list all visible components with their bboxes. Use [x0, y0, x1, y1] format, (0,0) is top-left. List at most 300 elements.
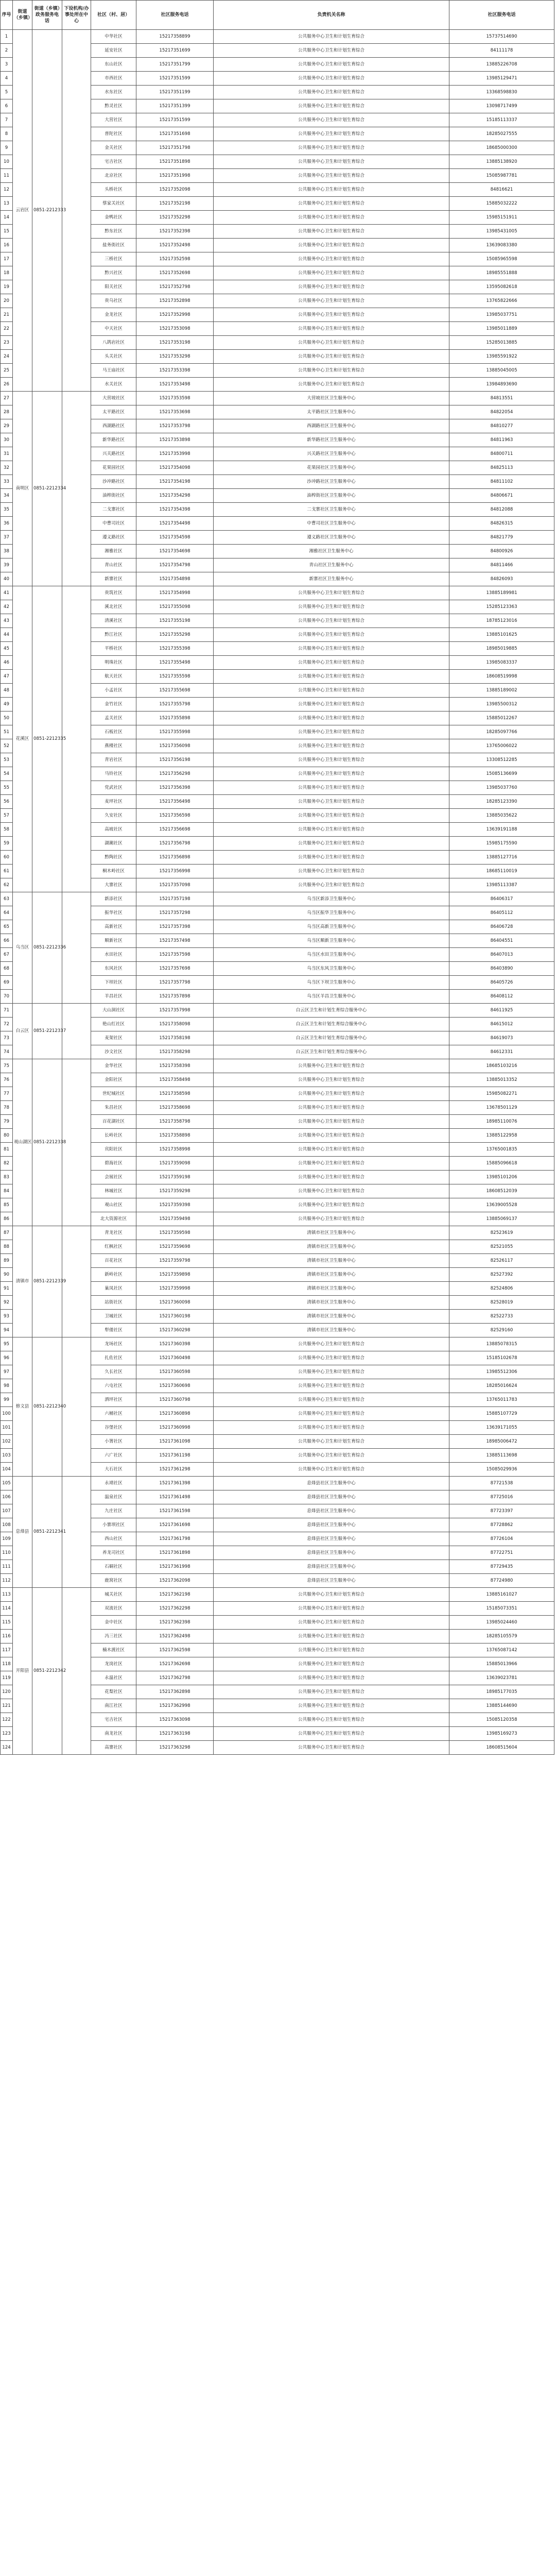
district-phone: 0851-2212334: [32, 392, 62, 586]
agency-name: 公共服务中心卫生和计划生育综合: [214, 266, 449, 280]
agency-name: 清镇市社区卫生服务中心: [214, 1282, 449, 1296]
community-name: 碧海社区: [91, 1157, 136, 1171]
agency-name: 公共服务中心卫生和计划生育综合: [214, 614, 449, 628]
service-phone: 15085136699: [449, 767, 554, 781]
community-name: 久长社区: [91, 1365, 136, 1379]
community-name: 太平路社区: [91, 405, 136, 419]
row-index: 77: [1, 1087, 13, 1101]
service-phone: 13885035622: [449, 809, 554, 823]
community-name: 中天社区: [91, 322, 136, 336]
community-name: 洒坪社区: [91, 1393, 136, 1407]
service-phone: 13368598830: [449, 86, 554, 99]
community-phone: 15217354098: [136, 461, 214, 475]
agency-name: 公共服务中心卫生和计划生育综合: [214, 823, 449, 837]
community-name: 兴关路社区: [91, 447, 136, 461]
row-index: 85: [1, 1198, 13, 1212]
community-phone: 15217360598: [136, 1365, 214, 1379]
agency-name: 公共服务中心卫生和计划生育综合: [214, 628, 449, 642]
service-phone: 86406317: [449, 892, 554, 906]
table-row: [1, 1477, 554, 1490]
table-row: [1, 30, 554, 44]
community-phone: 15217355198: [136, 614, 214, 628]
community-name: 九庄社区: [91, 1504, 136, 1518]
community-phone: 15217356498: [136, 795, 214, 809]
table-row: [1, 1337, 554, 1351]
community-name: 羊昌社区: [91, 990, 136, 1004]
community-phone: 15217353198: [136, 336, 214, 350]
service-phone: 86404551: [449, 934, 554, 948]
community-name: 艳山红社区: [91, 1018, 136, 1031]
community-phone: 15217351599: [136, 113, 214, 127]
district-name: 白云区: [13, 1004, 32, 1059]
community-phone: 15217356698: [136, 823, 214, 837]
district-name: 花溪区: [13, 586, 32, 892]
row-index: 114: [1, 1602, 13, 1616]
community-name: 巢凤社区: [91, 1282, 136, 1296]
community-phone: 15217361298: [136, 1463, 214, 1477]
service-phone: 18685103216: [449, 1059, 554, 1073]
service-phone: 87721538: [449, 1477, 554, 1490]
agency-name: 公共服务中心卫生和计划生育综合: [214, 1393, 449, 1407]
service-phone: 13985169273: [449, 1727, 554, 1741]
agency-name: 新寨社区卫生服务中心: [214, 572, 449, 586]
agency-name: 乌当区东风卫生服务中心: [214, 962, 449, 976]
row-index: 119: [1, 1671, 13, 1685]
community-name: 阳关社区: [91, 280, 136, 294]
service-phone: 15885012267: [449, 711, 554, 725]
row-index: 30: [1, 433, 13, 447]
row-index: 60: [1, 851, 13, 865]
service-phone: 15985151911: [449, 211, 554, 225]
row-index: 29: [1, 419, 13, 433]
agency-name: 公共服务中心卫生和计划生育综合: [214, 1421, 449, 1435]
agency-name: 公共服务中心卫生和计划生育综合: [214, 72, 449, 86]
service-phone: 84800711: [449, 447, 554, 461]
community-phone: 15217362698: [136, 1657, 214, 1671]
community-name: 东风社区: [91, 962, 136, 976]
community-name: 明珠社区: [91, 656, 136, 670]
agency-name: 公共服务中心卫生和计划生育综合: [214, 1365, 449, 1379]
community-phone: 15217355898: [136, 711, 214, 725]
community-phone: 15217362298: [136, 1602, 214, 1616]
community-name: 六桶社区: [91, 1407, 136, 1421]
service-phone: 82524806: [449, 1282, 554, 1296]
community-name: 高坡社区: [91, 823, 136, 837]
subcenter-cell: [62, 1004, 91, 1059]
district-name: 观山湖区: [13, 1059, 32, 1226]
row-index: 19: [1, 280, 13, 294]
agency-name: 青山社区卫生服务中心: [214, 558, 449, 572]
service-phone: 84611925: [449, 1004, 554, 1018]
service-phone: 18685110019: [449, 865, 554, 878]
agency-name: 公共服务中心卫生和计划生育综合: [214, 753, 449, 767]
community-phone: 15217353698: [136, 405, 214, 419]
agency-name: 新华路社区卫生服务中心: [214, 433, 449, 447]
community-name: 振华社区: [91, 906, 136, 920]
agency-name: 公共服务中心卫生和计划生育综合: [214, 1602, 449, 1616]
community-phone: 15217354698: [136, 545, 214, 558]
agency-name: 公共服务中心卫生和计划生育综合: [214, 1616, 449, 1630]
row-index: 28: [1, 405, 13, 419]
agency-name: 乌当区振华卫生服务中心: [214, 906, 449, 920]
subcenter-cell: [62, 392, 91, 586]
agency-name: 公共服务中心卫生和计划生育综合: [214, 1630, 449, 1643]
service-phone: 87725016: [449, 1490, 554, 1504]
agency-name: 公共服务中心卫生和计划生育综合: [214, 30, 449, 44]
service-phone: 18608512039: [449, 1184, 554, 1198]
community-phone: 15217351199: [136, 86, 214, 99]
service-phone: 84812088: [449, 503, 554, 517]
community-name: 普陀社区: [91, 127, 136, 141]
community-phone: 15217359498: [136, 1212, 214, 1226]
header-service-phone: 社区服务电话: [449, 1, 554, 30]
service-phone: 84800926: [449, 545, 554, 558]
row-index: 17: [1, 252, 13, 266]
agency-name: 公共服务中心卫生和计划生育综合: [214, 350, 449, 364]
community-name: 马铃社区: [91, 767, 136, 781]
community-name: 水田社区: [91, 948, 136, 962]
row-index: 70: [1, 990, 13, 1004]
agency-name: 公共服务中心卫生和计划生育综合: [214, 1157, 449, 1171]
community-name: 清溪社区: [91, 614, 136, 628]
row-index: 103: [1, 1449, 13, 1463]
row-index: 112: [1, 1574, 13, 1588]
header-community: 社区（村、居）: [91, 1, 136, 30]
community-phone: 15217354198: [136, 475, 214, 489]
service-phone: 13885045005: [449, 364, 554, 378]
agency-name: 乌当区水田卫生服务中心: [214, 948, 449, 962]
service-phone: 13765087142: [449, 1643, 554, 1657]
community-name: 大营社区: [91, 113, 136, 127]
row-index: 54: [1, 767, 13, 781]
service-phone: 84813551: [449, 392, 554, 405]
community-phone: 15217362498: [136, 1630, 214, 1643]
community-phone: 15217361598: [136, 1504, 214, 1518]
row-index: 63: [1, 892, 13, 906]
row-index: 36: [1, 517, 13, 531]
community-phone: 15217359598: [136, 1226, 214, 1240]
agency-name: 清镇市社区卫生服务中心: [214, 1310, 449, 1324]
agency-name: 公共服务中心卫生和计划生育综合: [214, 698, 449, 711]
agency-name: 公共服务中心卫生和计划生育综合: [214, 113, 449, 127]
row-index: 80: [1, 1129, 13, 1143]
agency-name: 公共服务中心卫生和计划生育综合: [214, 1643, 449, 1657]
agency-name: 公共服务中心卫生和计划生育综合: [214, 1059, 449, 1073]
row-index: 37: [1, 531, 13, 545]
service-phone: 15885013966: [449, 1657, 554, 1671]
agency-name: 公共服务中心卫生和计划生育综合: [214, 239, 449, 252]
row-index: 39: [1, 558, 13, 572]
agency-name: 公共服务中心卫生和计划生育综合: [214, 1741, 449, 1755]
service-phone: 18985551888: [449, 266, 554, 280]
service-phone: 18985110076: [449, 1115, 554, 1129]
service-phone: 15285013885: [449, 336, 554, 350]
community-name: 溪北社区: [91, 600, 136, 614]
community-name: 西山社区: [91, 1532, 136, 1546]
agency-name: 遵义路社区卫生服务中心: [214, 531, 449, 545]
agency-name: 公共服务中心卫生和计划生育综合: [214, 155, 449, 169]
community-phone: 15217361898: [136, 1546, 214, 1560]
agency-name: 公共服务中心卫生和计划生育综合: [214, 1101, 449, 1115]
row-index: 96: [1, 1351, 13, 1365]
row-index: 27: [1, 392, 13, 405]
service-phone: 18285027555: [449, 127, 554, 141]
service-phone: 87724980: [449, 1574, 554, 1588]
community-phone: 15217357598: [136, 948, 214, 962]
community-name: 盐务街社区: [91, 239, 136, 252]
row-index: 62: [1, 878, 13, 892]
service-phone: 13985083337: [449, 656, 554, 670]
subcenter-cell: [62, 1337, 91, 1477]
row-index: 86: [1, 1212, 13, 1226]
community-name: 鹿窝社区: [91, 1574, 136, 1588]
agency-name: 公共服务中心卫生和计划生育综合: [214, 1129, 449, 1143]
community-name: 顺新社区: [91, 934, 136, 948]
agency-name: 公共服务中心卫生和计划生育综合: [214, 1115, 449, 1129]
row-index: 43: [1, 614, 13, 628]
agency-name: 公共服务中心卫生和计划生育综合: [214, 1657, 449, 1671]
community-name: 青岩社区: [91, 753, 136, 767]
community-phone: 15217355698: [136, 684, 214, 698]
community-phone: 15217356598: [136, 809, 214, 823]
agency-name: 公共服务中心卫生和计划生育综合: [214, 684, 449, 698]
community-name: 蔡家关社区: [91, 197, 136, 211]
community-phone: 15217360298: [136, 1324, 214, 1337]
service-phone: 13985512306: [449, 1365, 554, 1379]
community-phone: 15217357098: [136, 878, 214, 892]
community-phone: 15217355998: [136, 725, 214, 739]
community-phone: 15217353298: [136, 350, 214, 364]
service-phone: 13765822666: [449, 294, 554, 308]
community-name: 金竹社区: [91, 698, 136, 711]
community-phone: 15217352898: [136, 294, 214, 308]
service-phone: 15085987781: [449, 169, 554, 183]
row-index: 46: [1, 656, 13, 670]
community-name: 温泉社区: [91, 1490, 136, 1504]
district-name: 乌当区: [13, 892, 32, 1004]
row-index: 74: [1, 1045, 13, 1059]
community-name: 大营坡社区: [91, 392, 136, 405]
community-phone: 15217357898: [136, 990, 214, 1004]
community-phone: 15217356398: [136, 781, 214, 795]
agency-name: 白云区卫生和计划生育综合服务中心: [214, 1004, 449, 1018]
community-phone: 15217359198: [136, 1171, 214, 1184]
row-index: 13: [1, 197, 13, 211]
community-name: 冯三社区: [91, 1630, 136, 1643]
agency-name: 沙冲路社区卫生服务中心: [214, 475, 449, 489]
service-phone: 13984893690: [449, 378, 554, 392]
row-index: 122: [1, 1713, 13, 1727]
header-agency: 负责机关名称: [214, 1, 449, 30]
community-name: 湘雅社区: [91, 545, 136, 558]
community-name: 宾阳社区: [91, 1143, 136, 1157]
agency-name: 公共服务中心卫生和计划生育综合: [214, 1337, 449, 1351]
row-index: 108: [1, 1518, 13, 1532]
community-phone: 15217356898: [136, 851, 214, 865]
service-phone: 82529160: [449, 1324, 554, 1337]
district-name: 息烽县: [13, 1477, 32, 1588]
row-index: 79: [1, 1115, 13, 1129]
service-phone: 84825113: [449, 461, 554, 475]
agency-name: 公共服务中心卫生和计划生育综合: [214, 169, 449, 183]
community-name: 麦架社区: [91, 1031, 136, 1045]
agency-name: 清镇市社区卫生服务中心: [214, 1268, 449, 1282]
community-phone: 15217359398: [136, 1198, 214, 1212]
community-name: 永温社区: [91, 1671, 136, 1685]
agency-name: 公共服务中心卫生和计划生育综合: [214, 127, 449, 141]
community-phone: 15217351399: [136, 99, 214, 113]
row-index: 41: [1, 586, 13, 600]
service-phone: 84822054: [449, 405, 554, 419]
community-phone: 15217355598: [136, 670, 214, 684]
agency-name: 公共服务中心卫生和计划生育综合: [214, 378, 449, 392]
service-phone: 13885144690: [449, 1699, 554, 1713]
service-phone: 84619073: [449, 1031, 554, 1045]
header-index: 序号: [1, 1, 13, 30]
service-phone: 18785123016: [449, 614, 554, 628]
community-phone: 15217361498: [136, 1490, 214, 1504]
community-name: 下坝社区: [91, 976, 136, 990]
agency-name: 息烽县社区卫生服务中心: [214, 1477, 449, 1490]
community-name: 金阳社区: [91, 1073, 136, 1087]
community-phone: 15217361098: [136, 1435, 214, 1449]
service-phone: 18985177035: [449, 1685, 554, 1699]
service-phone: 84811102: [449, 475, 554, 489]
community-name: 新岭社区: [91, 1268, 136, 1282]
community-name: 百花社区: [91, 1254, 136, 1268]
community-name: 花梨社区: [91, 1685, 136, 1699]
row-index: 73: [1, 1031, 13, 1045]
community-phone: 15217362898: [136, 1685, 214, 1699]
community-phone: 15217351699: [136, 44, 214, 58]
row-index: 109: [1, 1532, 13, 1546]
service-phone: 13885138920: [449, 155, 554, 169]
service-phone: 13885161027: [449, 1588, 554, 1602]
row-index: 53: [1, 753, 13, 767]
row-index: 97: [1, 1365, 13, 1379]
agency-name: 公共服务中心卫生和计划生育综合: [214, 1407, 449, 1421]
agency-name: 息烽县社区卫生服务中心: [214, 1560, 449, 1574]
agency-name: 公共服务中心卫生和计划生育综合: [214, 86, 449, 99]
service-phone: 87722751: [449, 1546, 554, 1560]
agency-name: 公共服务中心卫生和计划生育综合: [214, 767, 449, 781]
community-phone: 15217353098: [136, 322, 214, 336]
row-index: 20: [1, 294, 13, 308]
community-phone: 15217356298: [136, 767, 214, 781]
service-phone: 84826093: [449, 572, 554, 586]
community-name: 头关社区: [91, 350, 136, 364]
service-phone: 18985019885: [449, 642, 554, 656]
agency-name: 清镇市社区卫生服务中心: [214, 1296, 449, 1310]
row-index: 90: [1, 1268, 13, 1282]
row-index: 83: [1, 1171, 13, 1184]
agency-name: 公共服务中心卫生和计划生育综合: [214, 280, 449, 294]
community-name: 黔陶社区: [91, 851, 136, 865]
community-name: 龙岗社区: [91, 1657, 136, 1671]
agency-name: 二戈寨社区卫生服务中心: [214, 503, 449, 517]
community-name: 金中社区: [91, 1616, 136, 1630]
community-phone: 15217361998: [136, 1560, 214, 1574]
community-name: 红枫社区: [91, 1240, 136, 1254]
community-phone: 15217359298: [136, 1184, 214, 1198]
row-index: 21: [1, 308, 13, 322]
agency-name: 油榨街社区卫生服务中心: [214, 489, 449, 503]
community-phone: 15217354998: [136, 586, 214, 600]
agency-name: 公共服务中心卫生和计划生育综合: [214, 711, 449, 725]
service-phone: 13595082618: [449, 280, 554, 294]
community-phone: 15217362198: [136, 1588, 214, 1602]
community-name: 石硐社区: [91, 1560, 136, 1574]
row-index: 14: [1, 211, 13, 225]
community-phone: 15217363098: [136, 1713, 214, 1727]
row-index: 105: [1, 1477, 13, 1490]
service-phone: 15085029936: [449, 1463, 554, 1477]
community-phone: 15217360098: [136, 1296, 214, 1310]
community-phone: 15217355098: [136, 600, 214, 614]
row-index: 78: [1, 1101, 13, 1115]
agency-name: 息烽县社区卫生服务中心: [214, 1532, 449, 1546]
community-phone: 15217353898: [136, 433, 214, 447]
row-index: 71: [1, 1004, 13, 1018]
service-phone: 87728862: [449, 1518, 554, 1532]
district-phone: 0851-2212339: [32, 1226, 62, 1337]
service-phone: 15885096618: [449, 1157, 554, 1171]
row-index: 25: [1, 364, 13, 378]
agency-name: 公共服务中心卫生和计划生育综合: [214, 878, 449, 892]
service-phone: 13765006022: [449, 739, 554, 753]
community-name: 燕楼社区: [91, 739, 136, 753]
service-phone: 86407013: [449, 948, 554, 962]
service-phone: 13678501129: [449, 1101, 554, 1115]
row-index: 65: [1, 920, 13, 934]
community-phone: 15217358898: [136, 1129, 214, 1143]
service-phone: 82522733: [449, 1310, 554, 1324]
agency-name: 乌当区羊昌卫生服务中心: [214, 990, 449, 1004]
community-phone: 15217358698: [136, 1101, 214, 1115]
row-index: 15: [1, 225, 13, 239]
service-phone: 18285123390: [449, 795, 554, 809]
agency-name: 息烽县社区卫生服务中心: [214, 1518, 449, 1532]
row-index: 106: [1, 1490, 13, 1504]
row-index: 6: [1, 99, 13, 113]
agency-name: 公共服务中心卫生和计划生育综合: [214, 197, 449, 211]
agency-name: 大营坡社区卫生服务中心: [214, 392, 449, 405]
community-name: 金鸭社区: [91, 211, 136, 225]
community-name: 会展社区: [91, 1171, 136, 1184]
community-name: 大石社区: [91, 1463, 136, 1477]
row-index: 110: [1, 1546, 13, 1560]
service-phone: 13885101625: [449, 628, 554, 642]
service-phone: 86403890: [449, 962, 554, 976]
agency-name: 西湖路社区卫生服务中心: [214, 419, 449, 433]
row-index: 58: [1, 823, 13, 837]
agency-name: 清镇市社区卫生服务中心: [214, 1226, 449, 1240]
row-index: 26: [1, 378, 13, 392]
row-index: 2: [1, 44, 13, 58]
community-name: 大山洞社区: [91, 1004, 136, 1018]
agency-name: 公共服务中心卫生和计划生育综合: [214, 1727, 449, 1741]
community-name: 孟关社区: [91, 711, 136, 725]
community-name: 平桥社区: [91, 642, 136, 656]
community-name: 龙场社区: [91, 1337, 136, 1351]
agency-name: 公共服务中心卫生和计划生育综合: [214, 252, 449, 266]
agency-name: 公共服务中心卫生和计划生育综合: [214, 1588, 449, 1602]
agency-name: 公共服务中心卫生和计划生育综合: [214, 725, 449, 739]
service-phone: 15085120358: [449, 1713, 554, 1727]
row-index: 92: [1, 1296, 13, 1310]
row-index: 3: [1, 58, 13, 72]
community-phone: 15217353798: [136, 419, 214, 433]
